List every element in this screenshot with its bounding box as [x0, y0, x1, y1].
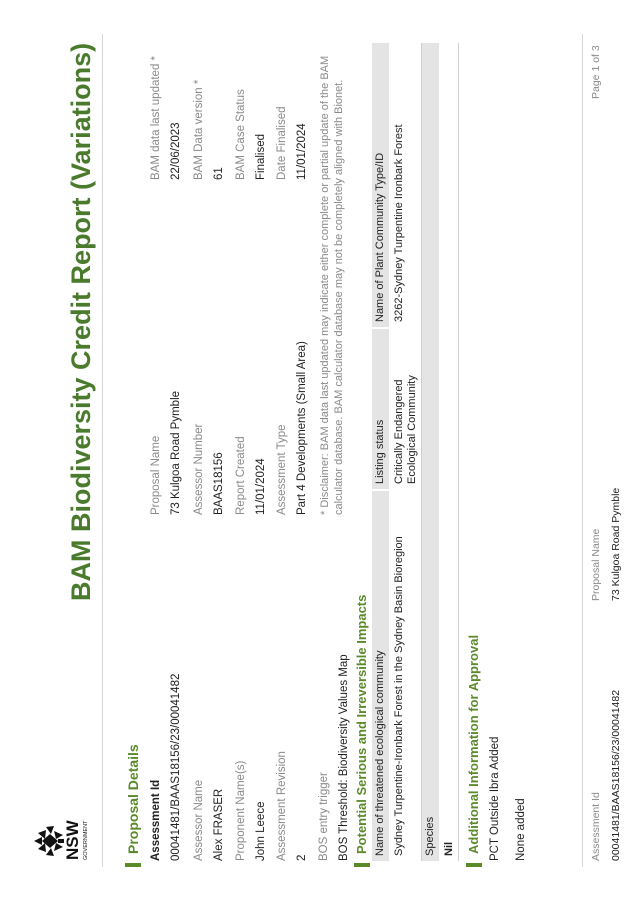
- community-name-cell: Sydney Turpentine-Ironbark Forest in the Sydney Basin Bioregion: [390, 491, 422, 861]
- species-label: Species: [422, 43, 441, 861]
- footer-proposal-name-value: 73 Kulgoa Road Pymble: [610, 487, 622, 601]
- bam-version-value: 61: [213, 167, 225, 180]
- pct-outside-ibra-label: PCT Outside Ibra Added: [489, 736, 501, 861]
- proposal-name-value: 73 Kulgoa Road Pymble: [170, 390, 182, 515]
- bam-version-label: BAM Data version *: [193, 79, 205, 180]
- revision-value: 2: [296, 854, 308, 861]
- table-row: [390, 43, 422, 861]
- proponent-value: John Leece: [255, 801, 267, 861]
- svg-text:NSW: NSW: [63, 820, 82, 860]
- page-number: Page 1 of 3: [590, 45, 602, 99]
- footer-divider: [582, 34, 583, 867]
- col-community-header: Name of threatened ecological community: [372, 491, 390, 861]
- assessment-id-value: 00041481/BAAS18156/23/00041482: [170, 673, 182, 861]
- assessor-number-value: BAAS18156: [213, 452, 225, 515]
- report-title: BAM Biodiversity Credit Report (Variations): [66, 42, 96, 601]
- species-value: Nil: [440, 43, 459, 861]
- pct-cell: 3262-Sydney Turpentine Ironbark Forest: [390, 43, 422, 327]
- proposal-name-label: Proposal Name: [150, 435, 162, 515]
- waratah-icon: [32, 797, 94, 861]
- col-listing-header: Listing status: [372, 329, 390, 489]
- footer-assessment-id-value: 00041481/BAAS18156/23/00041482: [610, 689, 622, 861]
- col-pct-header: Name of Plant Community Type/ID: [372, 43, 390, 327]
- species-value-row: [440, 43, 459, 861]
- report-created-value: 11/01/2024: [255, 458, 267, 515]
- assessor-number-label: Assessor Number: [193, 423, 205, 515]
- bam-last-updated-label: BAM data last updated *: [150, 55, 162, 180]
- case-status-label: BAM Case Status: [235, 89, 247, 180]
- revision-label: Assessment Revision: [276, 751, 288, 861]
- impacts-table-header: [372, 43, 390, 861]
- assessment-type-value: Part 4 Developments (Small Area): [296, 341, 308, 515]
- assessment-id-label: Assessment Id: [150, 779, 162, 861]
- header-divider: [102, 34, 103, 867]
- assessment-type-label: Assessment Type: [276, 424, 288, 515]
- listing-status-cell: Critically Endangered Ecological Community: [390, 329, 422, 489]
- svg-text:GOVERNMENT: GOVERNMENT: [83, 820, 89, 860]
- bam-last-updated-value: 22/06/2023: [170, 122, 182, 180]
- pct-outside-ibra-value: None added: [515, 798, 527, 861]
- impacts-table: [372, 43, 459, 861]
- assessor-name-value: Alex FRASER: [213, 788, 225, 861]
- impacts-heading: Potential Serious and Irreversible Impacts: [354, 595, 370, 867]
- date-finalised-label: Date Finalised: [276, 106, 288, 180]
- proposal-details-heading: Proposal Details: [125, 744, 141, 867]
- proponent-label: Proponent Name(s): [235, 760, 247, 861]
- species-header-row: [422, 43, 441, 861]
- nsw-government-logo: [32, 797, 94, 861]
- footer-assessment-id-label: Assessment Id: [590, 792, 602, 861]
- report-created-label: Report Created: [235, 436, 247, 515]
- date-finalised-value: 11/01/2024: [296, 123, 308, 180]
- bos-trigger-label: BOS entry trigger: [318, 772, 330, 861]
- footer-proposal-name-label: Proposal Name: [590, 528, 602, 601]
- bos-trigger-value: BOS Threshold: Biodiversity Values Map: [338, 654, 350, 861]
- assessor-name-label: Assessor Name: [193, 779, 205, 861]
- case-status-value: Finalised: [255, 133, 267, 180]
- disclaimer-text: * Disclaimer: BAM data last updated may indicate either complete or partial update of the BAM calculator database. BAM calculator database may not be completely aligned with Bionet.: [319, 55, 345, 515]
- additional-info-heading: Additional Information for Approval: [466, 635, 482, 867]
